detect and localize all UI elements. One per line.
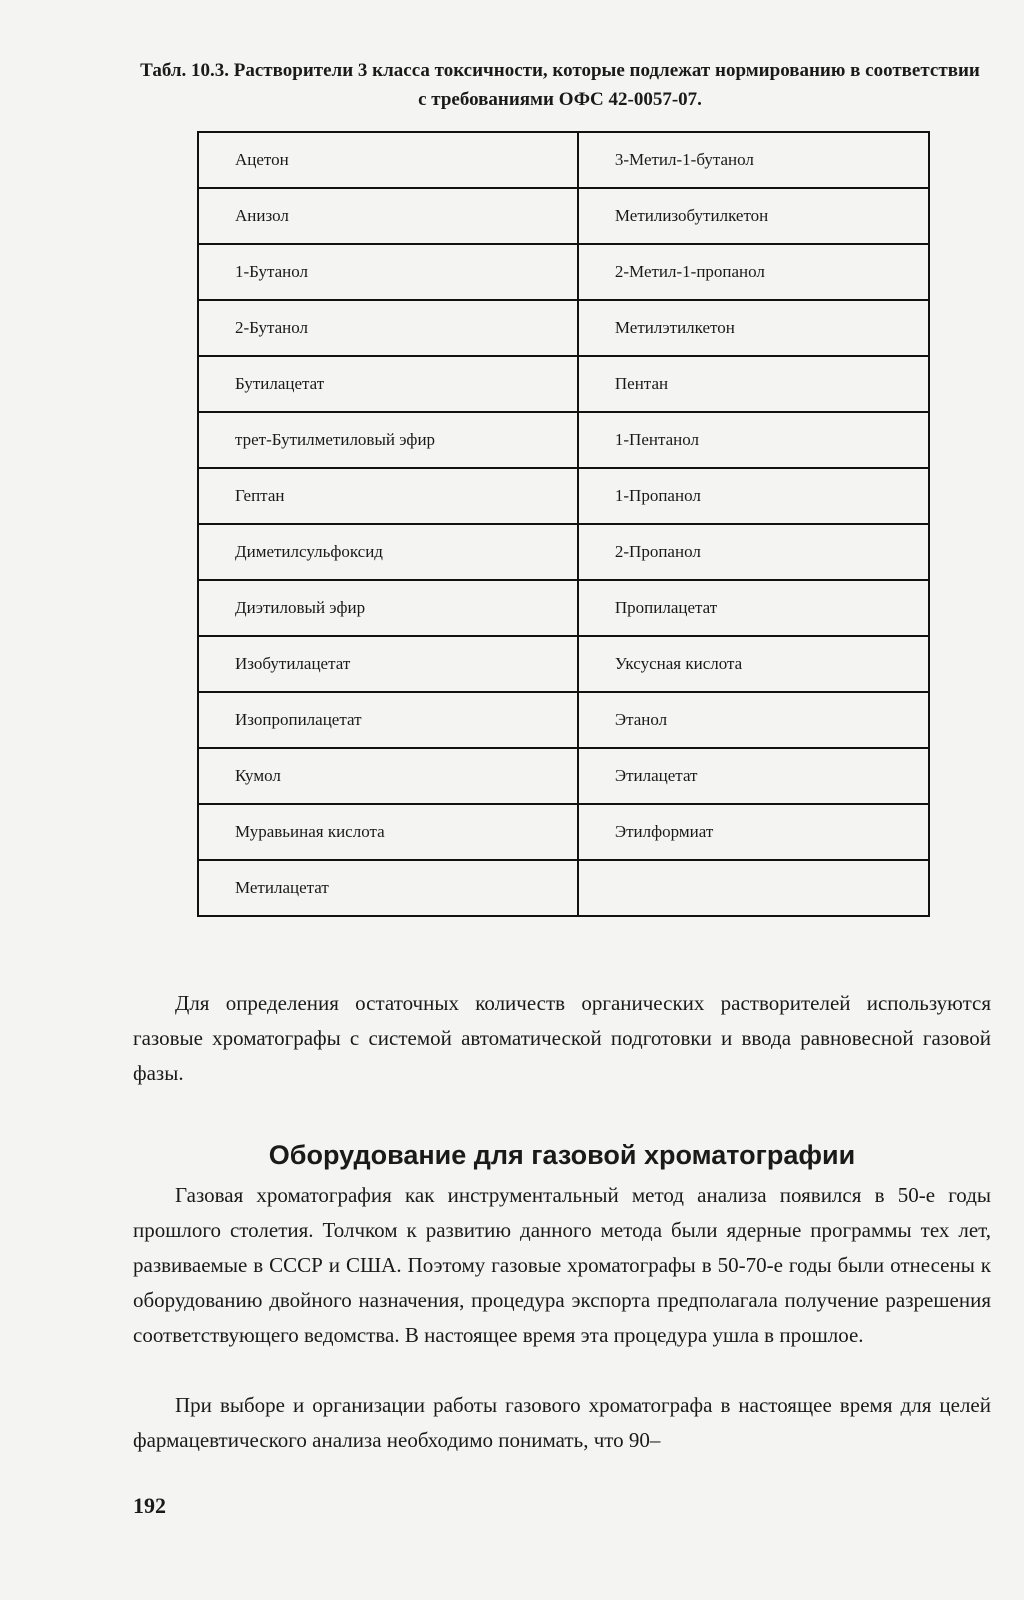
table-cell: 2-Пропанол	[578, 524, 929, 580]
table-row	[198, 692, 929, 748]
solvents-table	[197, 131, 930, 917]
table-cell: Анизол	[198, 188, 578, 244]
table-cell: Кумол	[198, 748, 578, 804]
table-cell: Бутилацетат	[198, 356, 578, 412]
table-row	[198, 188, 929, 244]
table-row	[198, 300, 929, 356]
page-number: 192	[133, 1493, 166, 1518]
table-row	[198, 524, 929, 580]
table-cell: Этанол	[578, 692, 929, 748]
table-cell: Метилацетат	[198, 860, 578, 916]
table-cell: Ацетон	[198, 132, 578, 188]
table-row	[198, 636, 929, 692]
table-cell: Гептан	[198, 468, 578, 524]
table-cell: Метилэтилкетон	[578, 300, 929, 356]
table-cell: Метилизобутилкетон	[578, 188, 929, 244]
table-caption: Табл. 10.3. Растворители 3 класса токсичности, которые подлежат нормированию в соответствии с требованиями ОФС 42-0057-07.	[140, 60, 980, 110]
paragraph-3: При выборе и организации работы газового хроматографа в настоящее время для целей фармацевтического анализа необходимо понимать, что 90–	[133, 1393, 991, 1452]
table-cell: Этилацетат	[578, 748, 929, 804]
table-cell: 3-Метил-1-бутанол	[578, 132, 929, 188]
table-row	[198, 356, 929, 412]
table-cell: Изопропилацетат	[198, 692, 578, 748]
table-cell: 1-Пентанол	[578, 412, 929, 468]
table-row	[198, 244, 929, 300]
table-row	[198, 132, 929, 188]
table-row	[198, 860, 929, 916]
table-cell: трет-Бутилметиловый эфир	[198, 412, 578, 468]
table-row	[198, 580, 929, 636]
table-cell: 2-Метил-1-пропанол	[578, 244, 929, 300]
table-cell: 1-Пропанол	[578, 468, 929, 524]
table-cell: Изобутилацетат	[198, 636, 578, 692]
table-body	[198, 132, 929, 916]
table-cell: Этилформиат	[578, 804, 929, 860]
section-heading: Оборудование для газовой хроматографии	[268, 1140, 856, 1170]
table-cell: 2-Бутанол	[198, 300, 578, 356]
table-cell: 1-Бутанол	[198, 244, 578, 300]
table-cell: Диметилсульфоксид	[198, 524, 578, 580]
table-row	[198, 468, 929, 524]
table-row	[198, 412, 929, 468]
table-row	[198, 804, 929, 860]
table-cell	[578, 860, 929, 916]
table-cell: Пропилацетат	[578, 580, 929, 636]
table-cell: Муравьиная кислота	[198, 804, 578, 860]
paragraph-1: Для определения остаточных количеств органических растворителей используются газовые хроматографы с системой автоматической подготовки и ввода равновесной газовой фазы.	[133, 991, 991, 1085]
paragraph-2: Газовая хроматография как инструментальный метод анализа появился в 50-е годы прошлого столетия. Толчком к развитию данного метода были ядерные программы тех лет, развиваемые в СССР и США. Поэтому газовые хроматографы в 50-70-е годы были отнесены к оборудованию двойного назначения, процедура экспорта предполагала получение разрешения соответствующего ведомства. В настоящее время эта процедура ушла в прошлое.	[133, 1183, 991, 1347]
table-cell: Уксусная кислота	[578, 636, 929, 692]
table-cell: Диэтиловый эфир	[198, 580, 578, 636]
table-cell: Пентан	[578, 356, 929, 412]
table-row	[198, 748, 929, 804]
